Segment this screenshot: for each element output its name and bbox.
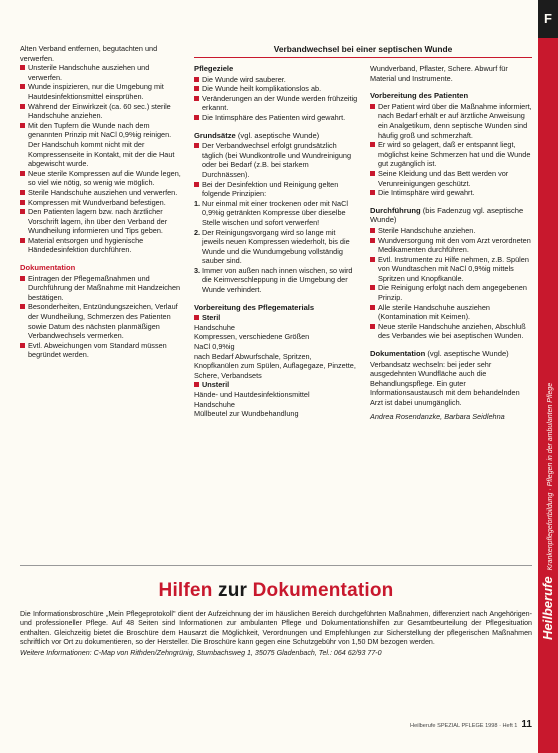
list-item: Sterile Handschuhe anziehen. xyxy=(370,226,532,236)
grund-list xyxy=(194,141,358,199)
section-title: Verbandwechsel bei einer septischen Wunde xyxy=(194,44,532,58)
list-item: Kompressen, verschiedene Größen xyxy=(194,332,310,342)
list-item: nach Bedarf Abwurfschale, Spritzen, Knopfkanülen zum Spülen, Auflagegaze, Pinzette, Schere, Verbandsets xyxy=(194,351,356,380)
list-item: Die Wunde wird sauberer. xyxy=(194,75,358,85)
list-item: Sterile Handschuhe ausziehen und verwerfen. xyxy=(20,188,182,198)
hilfen-title xyxy=(20,580,532,602)
list-item: Material entsorgen und hygienische Händedesinfektion durchführen. xyxy=(20,236,182,255)
list-item: Bei der Desinfektion und Reinigung gelten folgende Prinzipien: xyxy=(194,180,358,199)
col1-doc-heading: Dokumentation xyxy=(20,263,76,273)
list-item: Veränderungen an der Wunde werden frühzeitig erkannt. xyxy=(194,94,358,113)
durch-heading-suffix: (bis Fadenzug vgl. aseptische Wunde) xyxy=(370,205,524,225)
column-1 xyxy=(20,44,182,360)
list-item: Alle sterile Handschuhe ausziehen (Kontamination mit Keimen). xyxy=(370,303,532,322)
list-item: Seine Kleidung und das Bett werden vor Verunreinigungen geschützt. xyxy=(370,169,532,188)
item-text: Immer von außen nach innen wischen, so wird die Keimverschleppung in die Umgebung der Wunde verhindert. xyxy=(202,265,353,295)
section-tab: F xyxy=(538,0,558,38)
list-item: Den Patienten lagern bzw. nach ärztlicher Vorschrift lagern, ihn über den Verband der Wundheilung informieren und Tips geben. xyxy=(20,207,182,236)
list-item: Unsterile Handschuhe ausziehen und verwerfen. xyxy=(20,63,182,82)
grund-heading-text: Grundsätze xyxy=(194,130,236,140)
col1-list xyxy=(20,63,182,255)
numbered-item xyxy=(194,199,358,228)
col3-intro: Wundverband, Pflaster, Schere. Abwurf für Material und Instrumente. xyxy=(370,64,508,83)
item-number: 1. xyxy=(194,198,201,208)
numbered-item xyxy=(194,228,358,266)
patient-heading: Vorbereitung des Patienten xyxy=(370,91,469,101)
hilfen-body: Die Informationsbroschüre „Mein Pflegeprotokoll" dient der Aufzeichnung der im häuslichen Bereich durchgeführten Maßnahmen, differenziert nach Angehörigen- und professioneller Pflege. Auf 48 Seiten sind Informationen zur ambulanten Pflege und Dokumentationshilfen zur Gesamtbeurteilung der Pflegesituation enthalten. Gleichzeitig bietet die Broschüre dem Hausarzt die Möglichkeit, Verordnungen und Empfehlungen zur Sicherstellung der pflegerischen Maßnahmen schriftlich vor Ort zu dokumentieren, so der Hersteller. Die Broschüre kann gegen eine Schutzgebühr von 1,50 DM bezogen werden. xyxy=(20,610,532,647)
steril-label: Steril xyxy=(194,313,358,323)
unsteril-label: Unsteril xyxy=(194,380,358,390)
list-item: Die Intimsphäre des Patienten wird gewahrt. xyxy=(194,113,358,123)
page-number: 11 xyxy=(521,719,532,730)
list-item: Die Wunde heilt komplikationslos ab. xyxy=(194,84,358,94)
page-footer xyxy=(380,719,532,730)
list-item: Hände- und Hautdesinfektionsmittel xyxy=(194,390,310,399)
hilfen-title-c: Dokumentation xyxy=(247,580,394,601)
list-item: Wundversorgung mit den vom Arzt verordneten Medikamenten durchführen. xyxy=(370,236,532,255)
item-text: Nur einmal mit einer trockenen oder mit NaCl 0,9%ig getränkten Kompresse über dieselbe Stelle wischen und sofort verwerfen! xyxy=(202,198,348,227)
ziele-heading: Pflegeziele xyxy=(194,64,234,73)
col1-intro: Alten Verband entfernen, begutachten und verwerfen. xyxy=(20,44,158,63)
col3-doc-text: Verbandsatz wechseln: bei jeder sehr ausgedehnten Wundfläche auch die Behandlungspflege. Ein guter Informationsaustausch mit dem behandelnden Arzt ist dabei unumgänglich. xyxy=(370,359,520,407)
list-item: Handschuhe xyxy=(194,322,235,332)
list-item: Wunde inspizieren, nur die Umgebung mit Hautdesinfektionsmittel einsprühen. xyxy=(20,82,182,101)
item-number: 3. xyxy=(194,265,201,275)
footer-text: Heilberufe SPEZIAL PFLEGE 1998 · Heft 1 xyxy=(410,723,518,729)
authors: Andrea Rosendanzke, Barbara Seidlehna xyxy=(370,411,505,421)
numbered-list xyxy=(194,199,358,295)
col3-doc-heading xyxy=(370,349,532,359)
vorb-heading: Vorbereitung des Pflegematerials xyxy=(194,302,315,312)
col1-doc-list xyxy=(20,274,182,360)
durch-list xyxy=(370,226,532,341)
list-item: Neue sterile Kompressen auf die Wunde legen, so viel wie nötig, so wenig wie möglich. xyxy=(20,169,182,188)
list-item: NaCl 0,9%ig xyxy=(194,342,235,352)
hilfen-box xyxy=(20,578,532,712)
numbered-item xyxy=(194,266,358,295)
ziele-list xyxy=(194,75,358,123)
durch-heading-text: Durchführung xyxy=(370,205,421,215)
steril-list xyxy=(194,323,358,381)
list-item: Er wird so gelagert, daß er entspannt liegt, möglichst keine Schmerzen hat und die Wunde gut zugänglich ist. xyxy=(370,140,532,169)
list-item: Die Intimsphäre wird gewahrt. xyxy=(370,188,532,198)
list-item: Die Reinigung erfolgt nach dem angegebenen Prinzip. xyxy=(370,283,532,302)
grund-heading xyxy=(194,131,358,141)
col3-doc-heading-text: Dokumentation xyxy=(370,349,426,359)
side-label-sub: Krankenpflegefortbildung · Pflegen in der ambulanten Pflege xyxy=(547,382,554,571)
list-item: Während der Einwirkzeit (ca. 60 sec.) sterile Handschuhe anziehen. xyxy=(20,102,182,121)
grund-heading-suffix: (vgl. aseptische Wunde) xyxy=(235,130,320,140)
list-item: Evtl. Abweichungen vom Standard müssen begründet werden. xyxy=(20,341,182,360)
column-3 xyxy=(370,64,532,421)
list-item: Kompressen mit Wundverband befestigen. xyxy=(20,198,182,208)
column-2 xyxy=(194,64,358,419)
list-item: Evtl. Instrumente zu Hilfe nehmen, z.B. Spülen von Wundtaschen mit NaCl 0,9%ig mittels Spritzen und Knopfkanüle. xyxy=(370,255,532,284)
side-label xyxy=(538,300,558,640)
list-item: Müllbeutel zur Wundbehandlung xyxy=(194,409,299,419)
durch-heading xyxy=(370,206,532,225)
hilfen-info: Weitere Informationen: C-Map von Rithden/Zehngrünig, Stumbachsweg 1, 35075 Gladenbach, Tel.: 064 62/93 77-0 xyxy=(20,648,382,657)
hilfen-title-b: zur xyxy=(218,580,248,601)
unsteril-list xyxy=(194,390,358,419)
col3-doc-heading-suffix: (vgl. aseptische Wunde) xyxy=(425,349,509,359)
patient-list xyxy=(370,102,532,198)
list-item: Besonderheiten, Entzündungszeichen, Verlauf der Wundheilung, Schmerzen des Patienten sowie Datum des nächsten planmäßigen Verbandwechsels vermerken. xyxy=(20,302,182,340)
list-item: Mit den Tupfern die Wunde nach dem genannten Prinzip mit NaCl 0,9%ig reinigen. Der Handschuh kommt nicht mit der Kompressenseite in Kontakt, mit der die Haut abgewischt wurde. xyxy=(20,121,182,169)
list-item: Neue sterile Handschuhe anziehen, Abschluß des Verbandes wie bei aseptischen Wunden. xyxy=(370,322,532,341)
divider xyxy=(20,565,532,566)
item-number: 2. xyxy=(194,227,201,237)
hilfen-title-a: Hilfen xyxy=(158,580,218,601)
list-item: Eintragen der Pflegemaßnahmen und Durchführung der Maßnahme mit Handzeichen bestätigen. xyxy=(20,274,182,303)
side-label-brand: Heilberufe xyxy=(540,576,555,640)
list-item: Handschuhe xyxy=(194,399,235,409)
list-item: Der Verbandwechsel erfolgt grundsätzlich täglich (bei Wundkontrolle und Wundreinigung oder bei Bedarf (z.B. bei starkem Durchnässen). xyxy=(194,141,358,179)
list-item: Der Patient wird über die Maßnahme informiert, nach Bedarf erhält er auf ärztliche Anweisung ein Analgetikum, denn septische Wunden sind häufig groß und schmerzhaft. xyxy=(370,102,532,140)
item-text: Der Reinigungsvorgang wird so lange mit jeweils neuen Kompressen wiederholt, bis die Wunde und die Wundumgebung vollständig sauber sind. xyxy=(202,227,350,266)
